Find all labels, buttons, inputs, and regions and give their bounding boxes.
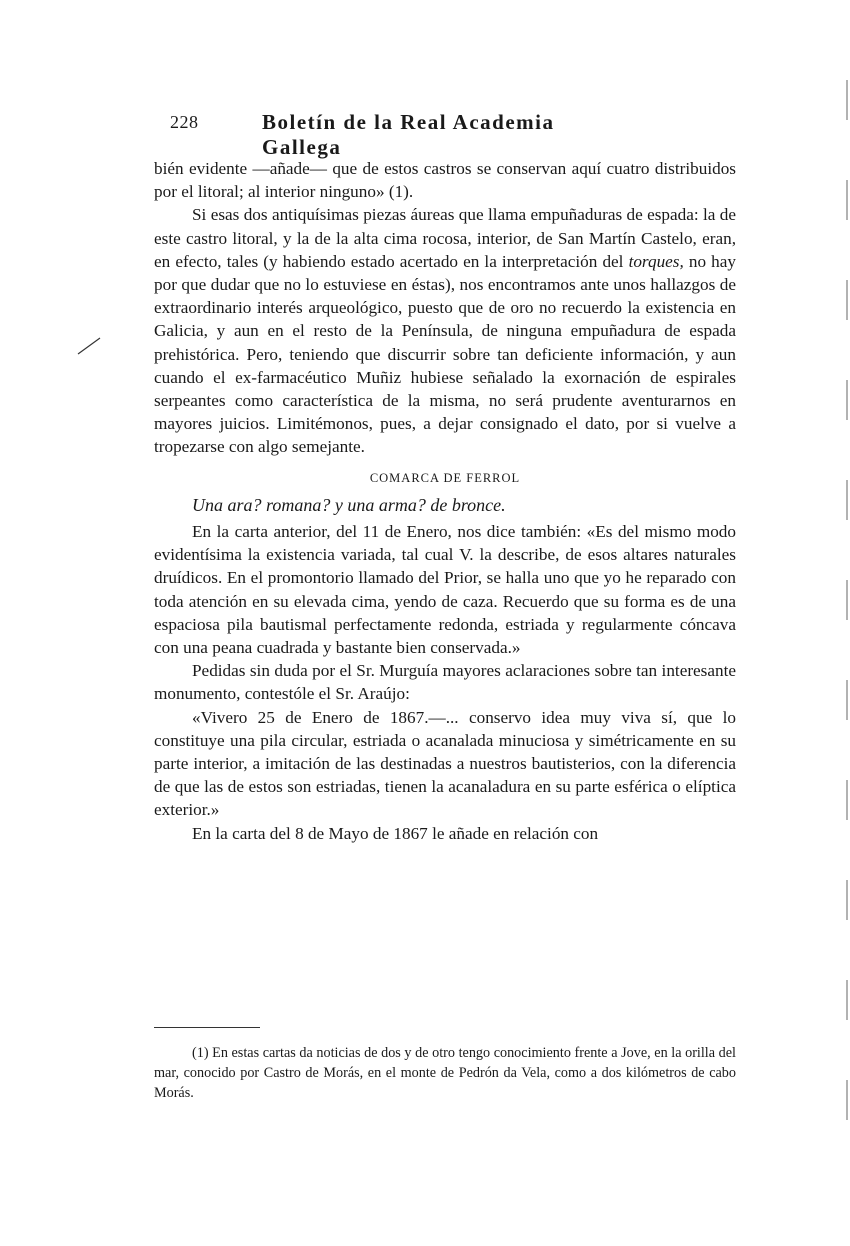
body-text [154,157,736,845]
paragraph-3: En la carta anterior, del 11 de Enero, nos dice también: «Es del mismo modo evidentísima la existencia variada, tal cual V. la describe, de esos altares naturales druídicos. En el promontorio llamado del Prior, se halla uno que yo he reparado con toda atención en su elevada cima, yendo de caza. Recuerdo que su forma es de una espaciosa pila bautismal perfectamente redonda, estriada y regularmente cóncava con una peana cuadrada y bastante bien conservada.» [154,522,736,658]
paragraph-5: «Vivero 25 de Enero de 1867.—... conservo idea muy viva sí, que lo constituye una pila circular, estriada o acanalada minuciosa y simétricamente en su parte interior, a imitación de las destinadas a nuestros bautisterios, con la diferencia de que las de estos son estriadas, tienen la acanaladura en su parte esférica o elíptica exterior.» [154,707,736,820]
paragraph-4: Pedidas sin duda por el Sr. Murguía mayores aclaraciones sobre tan interesante monumento, contestóle el Sr. Araújo: [154,661,736,704]
paragraph-2-emphasis: torques, [628,251,684,271]
paragraph-2-end: no hay por que dudar que no lo estuviese en éstas), nos encontramos ante unos hallazgos de extraordinario interés arqueológico, puesto que de oro no recuerdo la existencia en Galicia, y aun en el resto de la Península, de ninguna empuñadura de espada prehistórica. Pero, teniendo que discurrir sobre tan deficiente información, y aun cuando el ex-farmacéutico Muñiz hubiese señalado la exornación de espirales serpeantes como característica de la misma, no será prudente aventurarnos en mayores juicios. Limitémonos, pues, a dejar consignado el dato, por si vuelve a tropezarse con algo semejante. [154,251,736,457]
paragraph-6: En la carta del 8 de Mayo de 1867 le añade en relación con [192,823,599,843]
section-subtitle: Una ara? romana? y una arma? de bronce. [192,494,506,515]
paragraph-2 [154,203,736,458]
footnote-divider [154,1027,260,1028]
footnote-text: (1) En estas cartas da noticias de dos y de otro tengo conocimiento frente a Jove, en la orilla del mar, conocido por Castro de Morás, en el monte de Pedrón da Vela, como a dos kilómetros de cabo Morás. [154,1045,736,1101]
running-title: Boletín de la Real Academia Gallega [262,110,555,159]
footnote [154,1043,736,1103]
page-edge-mark [844,80,850,1180]
paragraph-1: bién evidente —añade— que de estos castros se conservan aquí cuatro distribuidos por el litoral; al interior ninguno» (1). [154,159,736,202]
section-heading: COMARCA DE FERROL [369,470,521,485]
page-number: 228 [170,112,199,132]
pencil-mark-icon [76,336,102,356]
paragraph-2-start: Si esas dos antiquísimas piezas áureas que llama empuñaduras de espada: la de este castro litoral, y la de la alta cima rocosa, interior, de San Martín Castelo, eran, en efecto, tales (y habiendo estado acertado en la interpretación del [154,205,736,271]
page-header [170,110,620,159]
